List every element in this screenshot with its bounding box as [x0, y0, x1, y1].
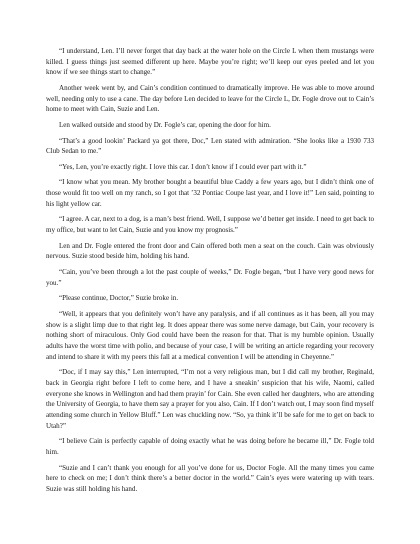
- paragraph: “I understand, Len. I’ll never forget that day back at the water hole on the Circle L when them mustangs were killed. I guess things just seemed different up here. Maybe you’re right; we’ll keep our eyes peeled and let you know if we see things start to change.”: [46, 47, 374, 77]
- paragraph: “Well, it appears that you definitely won’t have any paralysis, and if all continues as it has been, all you may show is a slight limp due to that right leg. It does appear there was some nerve damage, but Cain, your recovery is nothing short of miraculous. Only God could have been the reason for that. That is my humble opinion. Usually adults have the worst time with polio, and because of your case, I will be writing an article regarding your recovery and intend to share it with my peers this fall at a medical convention I will be attending in Cheyenne.”: [46, 309, 374, 361]
- paragraph: Len walked outside and stood by Dr. Fogle’s car, opening the door for him.: [59, 121, 271, 129]
- paragraph: “I agree. A car, next to a dog, is a man’s best friend. Well, I suppose we’d better get inside. I need to get back to my office, but want to let Cain, Suzie and you know my prognosis.”: [46, 215, 374, 235]
- paragraph: Len and Dr. Fogle entered the front door and Cain offered both men a seat on the couch. Cain was obviously nervous. Suzie stood beside him, holding his hand.: [46, 241, 374, 261]
- paragraph: “Doc, if I may say this,” Len interrupted, “I’m not a very religious man, but I did call my brother, Reginald, back in Georgia right before I left to come here, and I have a sneakin’ suspicion that his wife, Naomi, called everyone she knows in Wellington and had them prayin’ for Cain. She even called her daughters, who are attending the University of Georgia, to have them say a prayer for you also, Cain. If I don’t watch out, I may soon find myself attending some church in Yellow Bluff.” Len was chuckling now. “So, ya think it’ll be safe for me to get on back to Utah?”: [46, 368, 374, 430]
- paragraph: “Suzie and I can’t thank you enough for all you’ve done for us, Doctor Fogle. All the many times you came here to check on me; I don’t think there’s a better doctor in the world.” Cain’s eyes were watering up with tears. Suzie was still holding his hand.: [46, 463, 374, 494]
- document-page: [46, 46, 374, 498]
- paragraph: “Cain, you’ve been through a lot the past couple of weeks,” Dr. Fogle began, “but I have very good news for you.”: [46, 268, 374, 287]
- paragraph: “That’s a good lookin’ Packard ya got there, Doc,” Len stated with admiration. “She looks like a 1930 733 Club Sedan to me.”: [46, 136, 374, 156]
- paragraph: “Please continue, Doctor,” Suzie broke in.: [59, 294, 179, 303]
- paragraph: “I know what you mean. My brother bought a beautiful blue Caddy a few years ago, but I didn’t think one of those would fit too well on my ranch, so I got that ’32 Pontiac Coupe last year, and I love it!” Len said, pointing to his light yellow car.: [46, 178, 374, 208]
- paragraph: “I believe Cain is perfectly capable of doing exactly what he was doing before he became ill,” Dr. Fogle told him.: [46, 437, 374, 457]
- paragraph: “Yes, Len, you’re exactly right. I love this car. I don’t know if I could ever part with it.”: [59, 162, 307, 171]
- paragraph: Another week went by, and Cain’s condition continued to dramatically improve. He was able to move around well, needing only to use a cane. The day before Len decided to leave for the Circle L, Dr. Fogle drove out to Cain’s home to meet with Cain, Suzie and Len.: [46, 84, 374, 114]
